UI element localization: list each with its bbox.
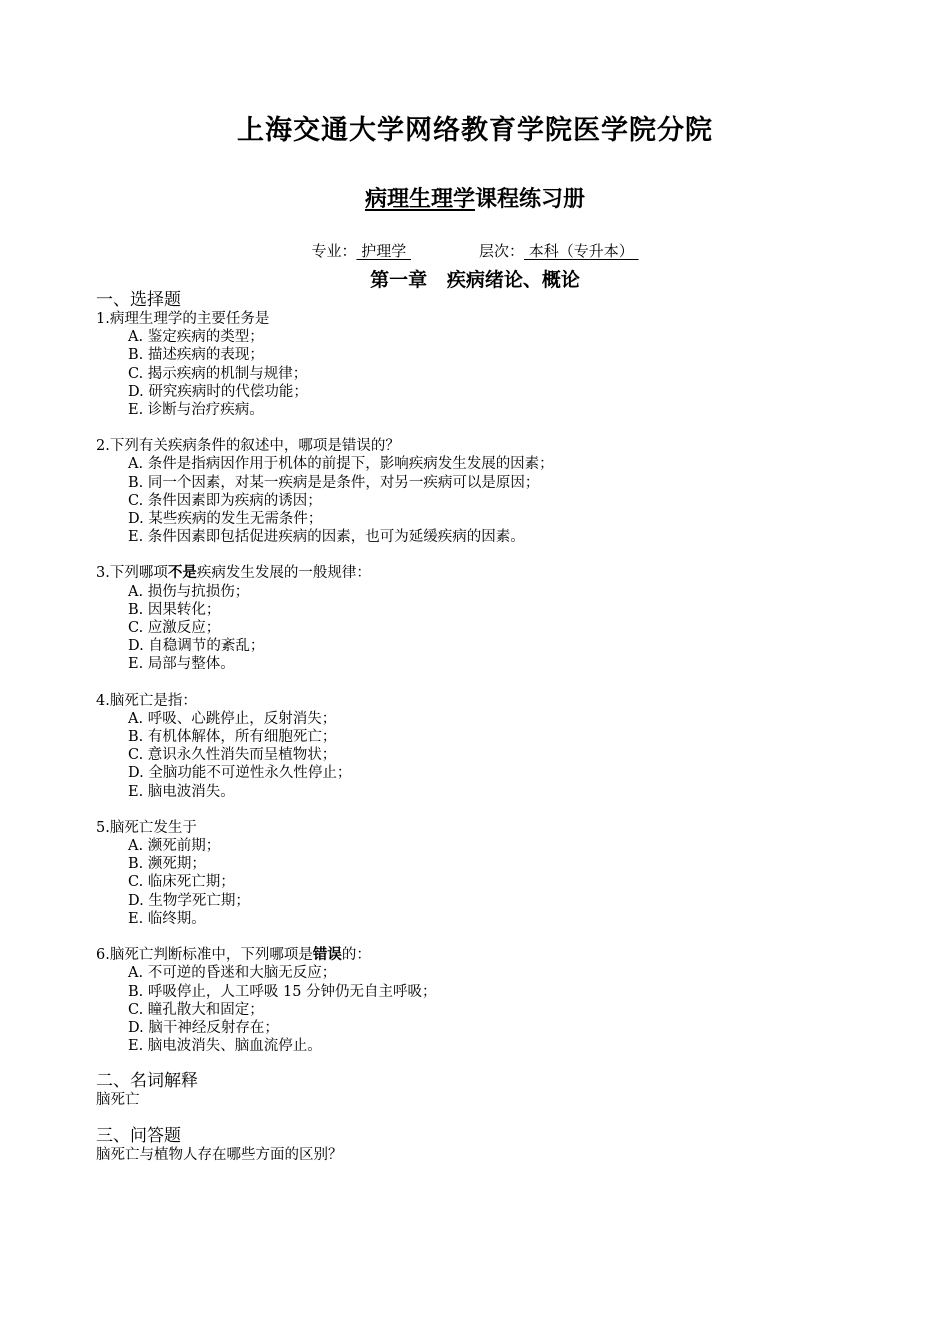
option-a: A. 呼吸、心跳停止，反射消失； bbox=[128, 710, 337, 727]
option-e: E. 局部与整体。 bbox=[128, 656, 235, 673]
stem-text: 2.下列有关疾病条件的叙述中，哪项是错误的？ bbox=[96, 438, 400, 455]
option-e: E. 诊断与治疗疾病。 bbox=[128, 402, 264, 419]
option-a: A. 鉴定疾病的类型； bbox=[128, 329, 264, 346]
stem-text: 4.脑死亡是指： bbox=[96, 692, 197, 709]
course-title-rest: 课程练习册 bbox=[475, 186, 586, 212]
question-3 bbox=[96, 564, 916, 673]
option-d: D. 全脑功能不可逆性永久性停止； bbox=[128, 765, 352, 782]
option-a: A. 损伤与抗损伤； bbox=[128, 583, 250, 600]
option-e: E. 脑电波消失、脑血流停止。 bbox=[128, 1038, 322, 1055]
option-b: B. 濒死期； bbox=[128, 856, 206, 873]
stem-emphasis: 不是 bbox=[167, 564, 197, 582]
option-c: C. 意识永久性消失而呈植物状； bbox=[128, 747, 337, 764]
option-a: A. 条件是指病因作用于机体的前提下，影响疾病发生发展的因素； bbox=[128, 456, 554, 473]
stem-text-rest: 疾病发生发展的一般规律： bbox=[196, 565, 371, 582]
stem-text: 3.下列哪项 bbox=[96, 565, 168, 582]
question-2 bbox=[96, 437, 916, 546]
section-title-choice: 一、选择题 bbox=[96, 290, 181, 310]
exercise-content bbox=[96, 290, 916, 1164]
stem-text: 6.脑死亡判断标准中，下列哪项是 bbox=[96, 947, 313, 964]
option-a: A. 濒死前期； bbox=[128, 838, 221, 855]
chapter-title: 第一章 疾病绪论、概论 bbox=[370, 269, 580, 291]
course-meta bbox=[0, 240, 950, 261]
option-b: B. 有机体解体，所有细胞死亡； bbox=[128, 729, 337, 746]
question-stem bbox=[96, 437, 916, 455]
question-stem bbox=[96, 946, 916, 964]
option-e: E. 条件因素即包括促进疾病的因素，也可为延缓疾病的因素。 bbox=[128, 529, 525, 546]
option-b: B. 呼吸停止，人工呼吸 15 分钟仍无自主呼吸； bbox=[128, 983, 437, 1000]
major-label: 专业： bbox=[311, 242, 357, 260]
option-c: C. 条件因素即为疾病的诱因； bbox=[128, 492, 322, 509]
institution-title: 上海交通大学网络教育学院医学院分院 bbox=[237, 115, 713, 146]
question-1 bbox=[96, 310, 916, 419]
major-value: 护理学 bbox=[356, 242, 411, 260]
question-stem bbox=[96, 310, 916, 328]
option-c: C. 揭示疾病的机制与规律； bbox=[128, 365, 308, 382]
option-a: A. 不可逆的昏迷和大脑无反应； bbox=[128, 965, 337, 982]
level-label: 层次： bbox=[479, 242, 525, 260]
option-d: D. 生物学死亡期； bbox=[128, 892, 250, 909]
question-6 bbox=[96, 946, 916, 1055]
option-e: E. 脑电波消失。 bbox=[128, 783, 235, 800]
question-4 bbox=[96, 692, 916, 801]
option-d: D. 研究疾病时的代偿功能； bbox=[128, 383, 308, 400]
stem-emphasis: 错误 bbox=[312, 946, 342, 964]
option-c: C. 瞳孔散大和固定； bbox=[128, 1001, 264, 1018]
term-item: 脑死亡 bbox=[96, 1092, 140, 1109]
option-c: C. 应激反应； bbox=[128, 620, 221, 637]
stem-text-rest: 的： bbox=[341, 947, 371, 964]
option-d: D. 自稳调节的紊乱； bbox=[128, 638, 265, 655]
question-stem bbox=[96, 819, 916, 837]
question-5 bbox=[96, 819, 916, 928]
level-value: 本科（专升本） bbox=[524, 242, 639, 260]
section-title-questions: 三、问答题 bbox=[96, 1125, 181, 1146]
option-d: D. 某些疾病的发生无需条件； bbox=[128, 511, 323, 528]
option-d: D. 脑干神经反射存在； bbox=[128, 1019, 279, 1036]
option-e: E. 临终期。 bbox=[128, 910, 206, 927]
course-title-underlined: 病理生理学 bbox=[364, 186, 475, 212]
option-b: B. 因果转化； bbox=[128, 601, 221, 618]
question-stem bbox=[96, 692, 916, 710]
option-b: B. 描述疾病的表现； bbox=[128, 347, 264, 364]
option-c: C. 临床死亡期； bbox=[128, 874, 235, 891]
stem-text: 5.脑死亡发生于 bbox=[96, 819, 197, 836]
stem-text: 1.病理生理学的主要任务是 bbox=[96, 311, 270, 327]
course-title bbox=[0, 182, 950, 213]
section-title-terms: 二、名词解释 bbox=[96, 1071, 198, 1092]
essay-question: 脑死亡与植物人存在哪些方面的区别？ bbox=[96, 1146, 343, 1163]
option-b: B. 同一个因素，对某一疾病是是条件，对另一疾病可以是原因； bbox=[128, 474, 540, 491]
question-stem bbox=[96, 564, 916, 582]
